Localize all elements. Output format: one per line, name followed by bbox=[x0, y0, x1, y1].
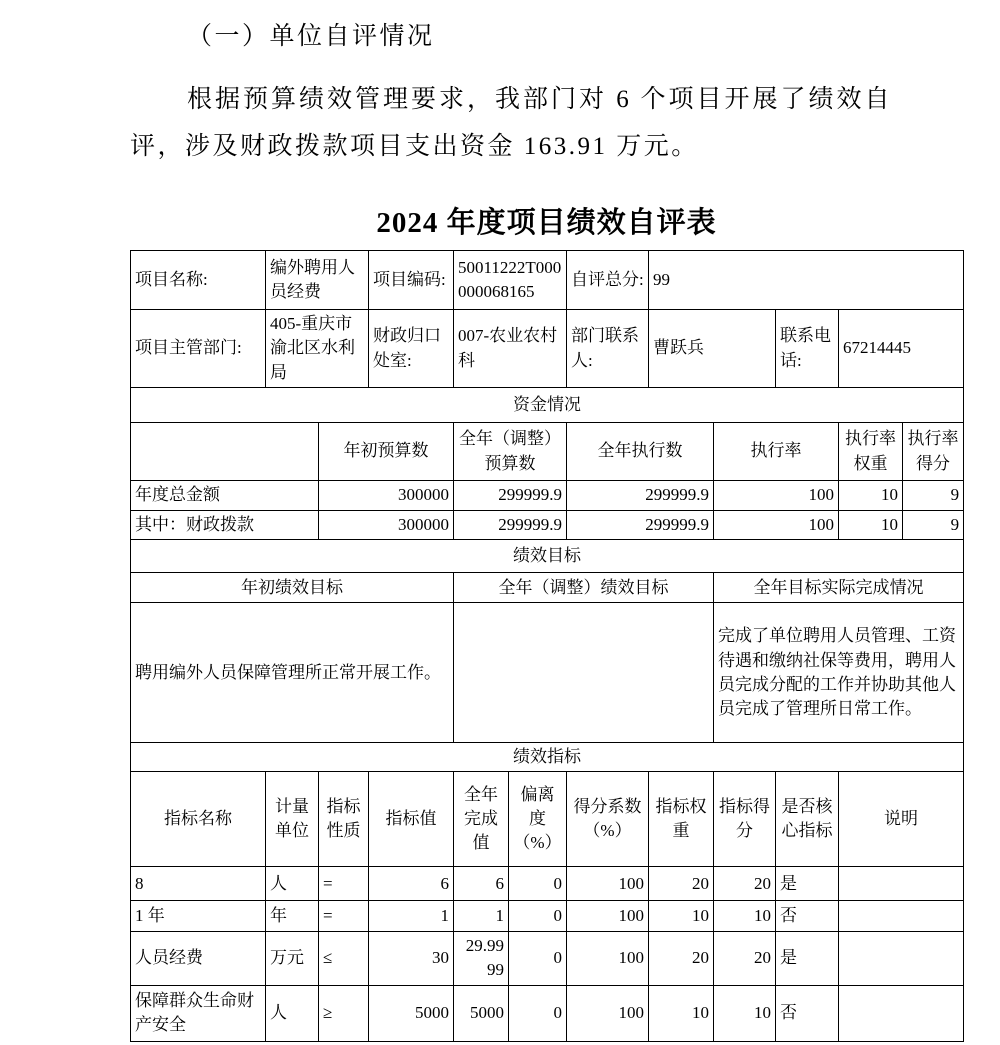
funding-total-adjusted: 299999.9 bbox=[454, 481, 567, 511]
ind-3-coefficient: 100 bbox=[567, 932, 649, 985]
ind-3-target: 30 bbox=[369, 932, 454, 985]
ind-1-name: 8 bbox=[131, 867, 266, 901]
ind-header-core: 是否核心指标 bbox=[776, 772, 839, 867]
project-name-value: 编外聘用人员经费 bbox=[266, 251, 369, 310]
section-heading: （一）单位自评情况 bbox=[187, 23, 435, 50]
funding-row-fiscal-label: 其中：财政拨款 bbox=[131, 511, 319, 540]
funding-fiscal-weight: 10 bbox=[839, 511, 903, 540]
targets-section-title: 绩效目标 bbox=[131, 540, 964, 573]
finance-office-label: 财政归口处室: bbox=[369, 310, 454, 388]
phone-value: 67214445 bbox=[839, 310, 964, 388]
ind-3-note bbox=[839, 932, 964, 985]
contact-label: 部门联系人: bbox=[567, 310, 649, 388]
project-name-label: 项目名称: bbox=[131, 251, 266, 310]
department-value: 405-重庆市渝北区水利局 bbox=[266, 310, 369, 388]
ind-header-unit: 计量单位 bbox=[266, 772, 319, 867]
table-title: 2024 年度项目绩效自评表 bbox=[376, 207, 717, 239]
ind-3-nature: ≤ bbox=[319, 932, 369, 985]
funding-header-adjusted-budget: 全年（调整）预算数 bbox=[454, 423, 567, 481]
ind-4-completed: 5000 bbox=[454, 985, 509, 1041]
project-code-value: 50011222T000000068165 bbox=[454, 251, 567, 310]
ind-2-target: 1 bbox=[369, 901, 454, 932]
intro-paragraph: 根据预算绩效管理要求，我部门对 6 个项目开展了绩效自评，涉及财政拨款项目支出资金 163.91 万元。 bbox=[130, 86, 892, 160]
ind-3-completed: 29.9999 bbox=[454, 932, 509, 985]
ind-4-nature: ≥ bbox=[319, 985, 369, 1041]
ind-header-target: 指标值 bbox=[369, 772, 454, 867]
funding-row-total bbox=[131, 481, 964, 511]
ind-1-completed: 6 bbox=[454, 867, 509, 901]
ind-1-nature: = bbox=[319, 867, 369, 901]
ind-4-note bbox=[839, 985, 964, 1041]
ind-2-unit: 年 bbox=[266, 901, 319, 932]
ind-3-unit: 万元 bbox=[266, 932, 319, 985]
ind-1-coefficient: 100 bbox=[567, 867, 649, 901]
targets-header-actual: 全年目标实际完成情况 bbox=[714, 573, 964, 603]
ind-header-name: 指标名称 bbox=[131, 772, 266, 867]
targets-header-initial: 年初绩效目标 bbox=[131, 573, 454, 603]
funding-row-total-label: 年度总金额 bbox=[131, 481, 319, 511]
ind-2-core: 否 bbox=[776, 901, 839, 932]
targets-actual-text: 完成了单位聘用人员管理、工资待遇和缴纳社保等费用，聘用人员完成分配的工作并协助其他人员完成了管理所日常工作。 bbox=[714, 603, 964, 743]
basic-info-row-2 bbox=[131, 310, 964, 388]
funding-total-executed: 299999.9 bbox=[567, 481, 714, 511]
funding-total-rate: 100 bbox=[714, 481, 839, 511]
ind-header-completed: 全年完成值 bbox=[454, 772, 509, 867]
funding-header-executed: 全年执行数 bbox=[567, 423, 714, 481]
contact-value: 曹跃兵 bbox=[649, 310, 776, 388]
ind-4-weight: 10 bbox=[649, 985, 714, 1041]
ind-3-score: 20 bbox=[714, 932, 776, 985]
indicators-section-row bbox=[131, 743, 964, 772]
ind-1-note bbox=[839, 867, 964, 901]
ind-2-nature: = bbox=[319, 901, 369, 932]
ind-header-coefficient: 得分系数（%） bbox=[567, 772, 649, 867]
ind-3-weight: 20 bbox=[649, 932, 714, 985]
funding-fiscal-adjusted: 299999.9 bbox=[454, 511, 567, 540]
funding-fiscal-rate: 100 bbox=[714, 511, 839, 540]
funding-header-execution-rate: 执行率 bbox=[714, 423, 839, 481]
ind-1-score: 20 bbox=[714, 867, 776, 901]
ind-2-note bbox=[839, 901, 964, 932]
ind-header-deviation: 偏离度（%） bbox=[509, 772, 567, 867]
funding-total-score: 9 bbox=[903, 481, 964, 511]
self-score-label: 自评总分: bbox=[567, 251, 649, 310]
ind-4-core: 否 bbox=[776, 985, 839, 1041]
ind-4-target: 5000 bbox=[369, 985, 454, 1041]
ind-1-core: 是 bbox=[776, 867, 839, 901]
targets-header-row bbox=[131, 573, 964, 603]
targets-header-adjusted: 全年（调整）绩效目标 bbox=[454, 573, 714, 603]
ind-header-nature: 指标性质 bbox=[319, 772, 369, 867]
ind-1-weight: 20 bbox=[649, 867, 714, 901]
funding-header-initial-budget: 年初预算数 bbox=[319, 423, 454, 481]
funding-row-fiscal bbox=[131, 511, 964, 540]
project-code-label: 项目编码: bbox=[369, 251, 454, 310]
indicators-header-row bbox=[131, 772, 964, 867]
ind-2-weight: 10 bbox=[649, 901, 714, 932]
ind-header-weight: 指标权重 bbox=[649, 772, 714, 867]
ind-2-name: 1 年 bbox=[131, 901, 266, 932]
targets-section-row bbox=[131, 540, 964, 573]
indicator-row bbox=[131, 985, 964, 1041]
ind-2-deviation: 0 bbox=[509, 901, 567, 932]
targets-initial-text: 聘用编外人员保障管理所正常开展工作。 bbox=[131, 603, 454, 743]
department-label: 项目主管部门: bbox=[131, 310, 266, 388]
document-page bbox=[0, 16, 1000, 1042]
funding-fiscal-initial: 300000 bbox=[319, 511, 454, 540]
ind-2-score: 10 bbox=[714, 901, 776, 932]
funding-fiscal-executed: 299999.9 bbox=[567, 511, 714, 540]
funding-header-blank bbox=[131, 423, 319, 481]
ind-4-name: 保障群众生命财产安全 bbox=[131, 985, 266, 1041]
ind-3-deviation: 0 bbox=[509, 932, 567, 985]
ind-2-coefficient: 100 bbox=[567, 901, 649, 932]
ind-1-deviation: 0 bbox=[509, 867, 567, 901]
funding-header-row bbox=[131, 423, 964, 481]
ind-4-unit: 人 bbox=[266, 985, 319, 1041]
evaluation-table bbox=[130, 250, 964, 1042]
finance-office-value: 007-农业农村科 bbox=[454, 310, 567, 388]
ind-2-completed: 1 bbox=[454, 901, 509, 932]
ind-1-unit: 人 bbox=[266, 867, 319, 901]
funding-fiscal-score: 9 bbox=[903, 511, 964, 540]
indicator-row bbox=[131, 932, 964, 985]
funding-header-rate-score: 执行率得分 bbox=[903, 423, 964, 481]
funding-section-row bbox=[131, 388, 964, 423]
ind-4-deviation: 0 bbox=[509, 985, 567, 1041]
funding-total-initial: 300000 bbox=[319, 481, 454, 511]
ind-header-score: 指标得分 bbox=[714, 772, 776, 867]
self-score-value: 99 bbox=[649, 251, 964, 310]
basic-info-row-1 bbox=[131, 251, 964, 310]
targets-adjusted-text bbox=[454, 603, 714, 743]
phone-label: 联系电话: bbox=[776, 310, 839, 388]
ind-1-target: 6 bbox=[369, 867, 454, 901]
ind-4-coefficient: 100 bbox=[567, 985, 649, 1041]
targets-body-row bbox=[131, 603, 964, 743]
indicators-section-title: 绩效指标 bbox=[131, 743, 964, 772]
ind-4-score: 10 bbox=[714, 985, 776, 1041]
ind-3-name: 人员经费 bbox=[131, 932, 266, 985]
ind-3-core: 是 bbox=[776, 932, 839, 985]
funding-section-title: 资金情况 bbox=[131, 388, 964, 423]
funding-header-rate-weight: 执行率权重 bbox=[839, 423, 903, 481]
indicator-row bbox=[131, 867, 964, 901]
ind-header-note: 说明 bbox=[839, 772, 964, 867]
funding-total-weight: 10 bbox=[839, 481, 903, 511]
indicator-row bbox=[131, 901, 964, 932]
